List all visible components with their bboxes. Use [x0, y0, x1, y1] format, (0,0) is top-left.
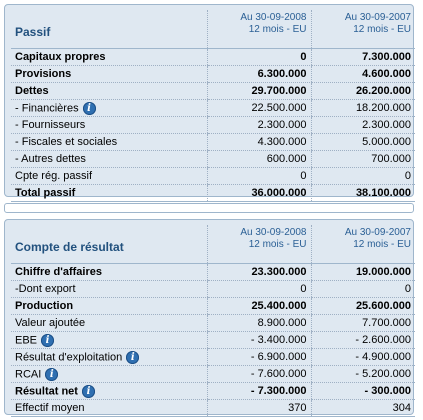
value-2008: - 6.900.000: [207, 349, 311, 366]
value-2007: 700.000: [311, 151, 415, 168]
value-2007: - 2.600.000: [311, 332, 415, 349]
value-2007: 304: [311, 400, 415, 417]
row-label: Résultat net: [15, 384, 78, 397]
cr-title: Compte de résultat: [11, 225, 207, 264]
passif-table: [11, 10, 415, 202]
row-label: -Dont export: [11, 281, 207, 298]
value-2008: 370: [207, 400, 311, 417]
info-icon[interactable]: i: [41, 334, 54, 347]
table-row: [11, 100, 415, 117]
table-row: [11, 168, 415, 185]
value-2008: 0: [207, 168, 311, 185]
row-label-cell: [11, 349, 207, 366]
passif-col-2008-header: [207, 10, 311, 49]
passif-col-2007-sub: 12 mois - EU: [353, 24, 411, 35]
value-2008: 29.700.000: [207, 83, 311, 100]
table-row-total: [11, 185, 415, 202]
passif-title: Passif: [11, 10, 207, 49]
value-2008: 6.300.000: [207, 66, 311, 83]
value-2008: 22.500.000: [207, 100, 311, 117]
compte-resultat-table: [11, 225, 415, 417]
value-2007: - 300.000: [311, 383, 415, 400]
row-label: - Fournisseurs: [11, 117, 207, 134]
row-label: Effectif moyen: [11, 400, 207, 417]
table-row: [11, 134, 415, 151]
row-label: Dettes: [11, 83, 207, 100]
table-row: [11, 264, 415, 281]
row-label: Valeur ajoutée: [11, 315, 207, 332]
value-2007: 7.700.000: [311, 315, 415, 332]
row-label: - Financières: [15, 101, 79, 114]
table-row: [11, 49, 415, 66]
cr-col-2007-date: Au 30-09-2007: [344, 227, 411, 238]
table-row: [11, 298, 415, 315]
row-label: Chiffre d'affaires: [11, 264, 207, 281]
passif-col-2008-sub: 12 mois - EU: [248, 24, 307, 35]
value-2007: 26.200.000: [311, 83, 415, 100]
value-2008: 23.300.000: [207, 264, 311, 281]
row-label: - Autres dettes: [11, 151, 207, 168]
value-2008: 8.900.000: [207, 315, 311, 332]
value-2007: 2.300.000: [311, 117, 415, 134]
table-row: [11, 366, 415, 383]
passif-col-2007-header: [311, 10, 415, 49]
value-2008: - 3.400.000: [207, 332, 311, 349]
row-label: Cpte rég. passif: [11, 168, 207, 185]
row-label: - Fiscales et sociales: [11, 134, 207, 151]
value-2007: 38.100.000: [311, 185, 415, 202]
row-label: RCAI: [15, 367, 42, 380]
row-label-cell: [11, 100, 207, 117]
row-label: Provisions: [11, 66, 207, 83]
row-label: Capitaux propres: [11, 49, 207, 66]
table-row: [11, 151, 415, 168]
table-row: [11, 117, 415, 134]
value-2008: 0: [207, 281, 311, 298]
value-2007: 0: [311, 281, 415, 298]
passif-col-2008-date: Au 30-09-2008: [240, 12, 307, 23]
table-row: [11, 383, 415, 400]
value-2007: 5.000.000: [311, 134, 415, 151]
value-2007: 19.000.000: [311, 264, 415, 281]
value-2007: 18.200.000: [311, 100, 415, 117]
row-label: Total passif: [11, 185, 207, 202]
cr-col-2007-header: [311, 225, 415, 264]
row-label: Production: [11, 298, 207, 315]
compte-resultat-panel: [4, 219, 414, 415]
value-2008: 2.300.000: [207, 117, 311, 134]
value-2007: - 5.200.000: [311, 366, 415, 383]
info-icon[interactable]: i: [82, 385, 95, 398]
table-row: [11, 315, 415, 332]
value-2008: - 7.300.000: [207, 383, 311, 400]
cr-col-2007-sub: 12 mois - EU: [353, 239, 411, 250]
value-2008: 36.000.000: [207, 185, 311, 202]
table-row: [11, 281, 415, 298]
value-2007: 25.600.000: [311, 298, 415, 315]
value-2007: 0: [311, 168, 415, 185]
cr-col-2008-sub: 12 mois - EU: [248, 239, 307, 250]
info-icon[interactable]: i: [126, 351, 139, 364]
info-icon[interactable]: i: [83, 102, 96, 115]
value-2008: 25.400.000: [207, 298, 311, 315]
value-2008: 4.300.000: [207, 134, 311, 151]
cr-col-2008-date: Au 30-09-2008: [240, 227, 307, 238]
cr-header-row: [11, 225, 415, 264]
section-divider: [4, 203, 414, 213]
table-row: [11, 83, 415, 100]
value-2008: 0: [207, 49, 311, 66]
value-2007: - 4.900.000: [311, 349, 415, 366]
passif-panel: [4, 4, 414, 197]
value-2008: - 7.600.000: [207, 366, 311, 383]
table-row: [11, 349, 415, 366]
table-row: [11, 66, 415, 83]
cr-col-2008-header: [207, 225, 311, 264]
table-row: [11, 400, 415, 417]
passif-header-row: [11, 10, 415, 49]
info-icon[interactable]: i: [45, 368, 58, 381]
row-label: EBE: [15, 333, 38, 346]
table-row: [11, 332, 415, 349]
row-label: Résultat d'exploitation: [15, 350, 123, 363]
value-2008: 600.000: [207, 151, 311, 168]
value-2007: 7.300.000: [311, 49, 415, 66]
row-label-cell: [11, 383, 207, 400]
row-label-cell: [11, 332, 207, 349]
value-2007: 4.600.000: [311, 66, 415, 83]
passif-col-2007-date: Au 30-09-2007: [344, 12, 411, 23]
row-label-cell: [11, 366, 207, 383]
